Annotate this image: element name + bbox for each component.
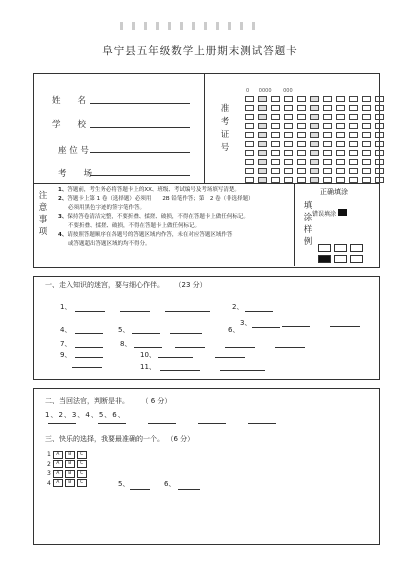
exam-id-bubble[interactable]	[375, 168, 384, 174]
exam-id-bubble[interactable]	[271, 123, 280, 129]
exam-id-bubble[interactable]	[349, 141, 358, 147]
option-b[interactable]: B	[65, 470, 75, 478]
exam-id-bubble[interactable]	[336, 114, 345, 120]
notes-char: 项	[38, 227, 48, 237]
exam-id-bubble[interactable]	[284, 105, 293, 111]
exam-id-char: 准	[220, 104, 230, 114]
exam-id-bubble[interactable]	[349, 177, 358, 183]
s1-answer-line[interactable]	[165, 311, 210, 312]
exam-id-bubble[interactable]	[375, 132, 384, 138]
exam-id-bubble[interactable]	[271, 96, 280, 102]
fill-sample-label	[303, 200, 313, 248]
exam-id-bubble[interactable]	[362, 150, 371, 156]
exam-id-bubble[interactable]	[245, 177, 254, 183]
exam-id-bubble[interactable]	[310, 177, 319, 183]
exam-id-bubble[interactable]	[336, 177, 345, 183]
option-b[interactable]: B	[65, 479, 75, 487]
s1-answer-line[interactable]	[215, 357, 245, 358]
exam-id-bubble[interactable]	[375, 141, 384, 147]
exam-id-bubble[interactable]	[258, 96, 267, 102]
exam-id-bubble[interactable]	[258, 123, 267, 129]
notes-char: 注	[38, 191, 48, 201]
exam-id-bubble[interactable]	[284, 177, 293, 183]
notes-list	[58, 186, 290, 249]
name-field[interactable]	[90, 103, 190, 104]
s1-item-2: 2、	[232, 303, 244, 311]
exam-id-bubble[interactable]	[349, 123, 358, 129]
exam-id-bubble[interactable]	[258, 114, 267, 120]
s2-answer-line[interactable]	[248, 423, 276, 424]
exam-id-bubble[interactable]	[284, 132, 293, 138]
exam-id-bubble[interactable]	[284, 159, 293, 165]
exam-id-bubble[interactable]	[323, 105, 332, 111]
exam-id-bubble[interactable]	[258, 105, 267, 111]
exam-id-bubble[interactable]	[245, 96, 254, 102]
s1-answer-line[interactable]	[75, 347, 103, 348]
exam-id-bubble[interactable]	[310, 114, 319, 120]
exam-id-bubble[interactable]	[284, 150, 293, 156]
s1-answer-line[interactable]	[282, 326, 310, 327]
exam-id-bubble[interactable]	[245, 159, 254, 165]
exam-id-bubble[interactable]	[336, 168, 345, 174]
exam-id-bubble[interactable]	[323, 141, 332, 147]
s3-answer-line[interactable]	[178, 489, 200, 490]
exam-id-bubble[interactable]	[375, 114, 384, 120]
exam-id-header	[246, 88, 293, 94]
section3-title: 三、快乐的选择，我要最准确的一个。 （6 分）	[45, 435, 195, 443]
school-field[interactable]	[90, 127, 190, 128]
exam-id-bubble[interactable]	[284, 141, 293, 147]
exam-id-bubble[interactable]	[323, 159, 332, 165]
exam-id-bubble[interactable]	[310, 168, 319, 174]
exam-id-bubble[interactable]	[323, 132, 332, 138]
s2-answer-line[interactable]	[48, 423, 76, 424]
s1-answer-line[interactable]	[170, 333, 202, 334]
exam-id-bubble[interactable]	[258, 177, 267, 183]
exam-id-bubble[interactable]	[336, 96, 345, 102]
exam-id-bubble[interactable]	[258, 150, 267, 156]
exam-id-bubble[interactable]	[362, 168, 371, 174]
exam-id-char: 考	[220, 117, 230, 127]
exam-id-bubble[interactable]	[336, 150, 345, 156]
s2-answer-line[interactable]	[198, 423, 226, 424]
exam-id-bubble[interactable]	[323, 123, 332, 129]
exam-id-bubble[interactable]	[245, 168, 254, 174]
exam-id-bubble[interactable]	[323, 168, 332, 174]
s1-answer-line[interactable]	[72, 367, 102, 368]
section2-items: 1、2、3、4、5、6、	[45, 411, 126, 419]
option-a[interactable]: A	[53, 479, 63, 487]
exam-id-bubble[interactable]	[349, 132, 358, 138]
s1-item-7: 7、	[60, 340, 72, 348]
s1-answer-line[interactable]	[225, 347, 255, 348]
s1-item-5: 5、	[118, 326, 130, 334]
exam-id-bubble[interactable]	[245, 123, 254, 129]
exam-id-bubble[interactable]	[362, 96, 371, 102]
s1-answer-line[interactable]	[132, 333, 160, 334]
sample-box-filled	[318, 255, 331, 263]
exam-id-char: 号	[220, 143, 230, 153]
sample-divider-vertical	[294, 183, 295, 266]
exam-id-bubble[interactable]	[297, 123, 306, 129]
exam-id-bubble[interactable]	[297, 150, 306, 156]
seat-field[interactable]	[90, 152, 190, 153]
exam-id-bubble[interactable]	[310, 105, 319, 111]
wrong-fill-label: 错误填涂	[312, 209, 347, 218]
exam-id-bubble[interactable]	[375, 159, 384, 165]
option-c[interactable]: C	[77, 470, 87, 478]
wrong-fill-samples-row2	[318, 248, 366, 267]
exam-id-char: 证	[220, 130, 230, 140]
exam-id-bubble[interactable]	[245, 114, 254, 120]
exam-id-bubble[interactable]	[258, 168, 267, 174]
choice-row: 3 A B C	[47, 469, 89, 479]
exam-id-bubble[interactable]	[323, 96, 332, 102]
s1-answer-line[interactable]	[175, 347, 205, 348]
sample-box	[350, 255, 363, 263]
s1-answer-line[interactable]	[245, 311, 273, 312]
exam-id-bubble[interactable]	[310, 96, 319, 102]
s3-answer-line[interactable]	[130, 489, 150, 490]
correct-fill-mark	[338, 209, 347, 216]
exam-id-bubble[interactable]	[245, 105, 254, 111]
exam-id-bubble[interactable]	[362, 114, 371, 120]
s1-answer-line[interactable]	[120, 311, 150, 312]
s1-answer-line[interactable]	[75, 357, 103, 358]
exam-id-bubble[interactable]	[375, 177, 384, 183]
exam-id-bubble[interactable]	[349, 150, 358, 156]
s1-item-10: 10、	[140, 351, 156, 359]
exam-id-bubble[interactable]	[245, 150, 254, 156]
exam-id-bubble[interactable]	[297, 159, 306, 165]
exam-id-header-col: 0	[246, 88, 250, 94]
s1-item-9: 9、	[60, 351, 72, 359]
s2-answer-line[interactable]	[148, 423, 176, 424]
note-item: 2、答题卡上第 1 卷（选择题）必须用 2B 铅笔作答；第 2 卷（非选择题）	[58, 196, 254, 202]
exam-id-bubble[interactable]	[375, 96, 384, 102]
notes-label	[38, 190, 48, 238]
choice-row: 2 A B C	[47, 460, 89, 470]
exam-id-bubble[interactable]	[310, 123, 319, 129]
option-b[interactable]: B	[65, 451, 75, 459]
exam-id-bubble[interactable]	[284, 114, 293, 120]
s2-answer-line[interactable]	[98, 423, 126, 424]
top-alignment-marks	[120, 22, 280, 30]
exam-id-grid	[245, 96, 385, 186]
note-item: 4、请按照答题顺序在各题号的答题区域内作答，未在对应答题区域作答	[58, 232, 233, 238]
note-item: 3、保持答卷清洁完整，不要折叠、揉搓、破损，不得在答题卡上做任何标记。	[58, 214, 249, 220]
exam-id-bubble[interactable]	[271, 132, 280, 138]
exam-id-bubble[interactable]	[271, 150, 280, 156]
exam-id-bubble[interactable]	[323, 114, 332, 120]
exam-id-bubble[interactable]	[297, 105, 306, 111]
exam-id-bubble[interactable]	[297, 141, 306, 147]
s1-answer-line[interactable]	[160, 370, 200, 371]
exam-id-bubble[interactable]	[271, 141, 280, 147]
exam-id-bubble[interactable]	[310, 159, 319, 165]
s1-item-8: 8、	[120, 340, 132, 348]
fill-sample-char: 涂	[303, 213, 313, 223]
section2-title: 二、当回法官，判断是非。 （ 6 分）	[45, 397, 172, 405]
exam-id-bubble[interactable]	[258, 141, 267, 147]
exam-id-bubble[interactable]	[362, 105, 371, 111]
s1-answer-line[interactable]	[330, 326, 360, 327]
fill-sample-char: 填	[303, 201, 313, 211]
choice-row: 4 A B C	[47, 479, 89, 489]
notes-char: 意	[38, 203, 48, 213]
exam-id-bubble[interactable]	[375, 150, 384, 156]
choice-row: 1 A B C	[47, 450, 89, 460]
exam-id-bubble[interactable]	[323, 150, 332, 156]
exam-id-bubble[interactable]	[362, 177, 371, 183]
exam-id-bubble[interactable]	[362, 132, 371, 138]
s3-item-6: 6、	[164, 480, 176, 488]
s1-answer-line[interactable]	[75, 311, 105, 312]
exam-id-bubble[interactable]	[297, 114, 306, 120]
note-item: 必须用黑色字迹的签字笔作答。	[68, 205, 146, 211]
s1-answer-line[interactable]	[158, 357, 193, 358]
exam-id-bubble[interactable]	[310, 150, 319, 156]
page-title: 阜宁县五年级数学上册期末测试答题卡	[102, 45, 298, 57]
exam-id-bubble[interactable]	[245, 132, 254, 138]
s1-answer-line[interactable]	[134, 347, 162, 348]
s1-item-3: 3、	[240, 319, 252, 327]
exam-id-bubble[interactable]	[271, 168, 280, 174]
exam-id-bubble[interactable]	[310, 132, 319, 138]
exam-id-bubble[interactable]	[336, 132, 345, 138]
exam-id-bubble[interactable]	[362, 123, 371, 129]
exam-id-bubble[interactable]	[297, 177, 306, 183]
exam-id-bubble[interactable]	[271, 114, 280, 120]
option-c[interactable]: C	[77, 460, 87, 468]
exam-id-bubble[interactable]	[271, 159, 280, 165]
option-c[interactable]: C	[77, 451, 87, 459]
section1-box	[33, 276, 380, 380]
option-b[interactable]: B	[65, 460, 75, 468]
s1-answer-line[interactable]	[75, 333, 103, 334]
s1-item-1: 1、	[60, 303, 72, 311]
exam-id-bubble[interactable]	[336, 123, 345, 129]
exam-id-bubble[interactable]	[271, 105, 280, 111]
exam-id-bubble[interactable]	[375, 105, 384, 111]
exam-id-bubble[interactable]	[336, 105, 345, 111]
s1-answer-line[interactable]	[252, 327, 280, 328]
option-a[interactable]: A	[53, 460, 63, 468]
s1-answer-line[interactable]	[275, 347, 305, 348]
exam-id-bubble[interactable]	[245, 141, 254, 147]
room-field[interactable]	[90, 175, 190, 176]
exam-id-bubble[interactable]	[258, 132, 267, 138]
name-label: 姓 名	[52, 96, 87, 106]
option-a[interactable]: A	[53, 451, 63, 459]
note-item: 或答题超出答题区域的均不得分。	[68, 241, 151, 247]
exam-id-bubble[interactable]	[323, 177, 332, 183]
exam-id-bubble[interactable]	[297, 168, 306, 174]
exam-id-bubble[interactable]	[297, 132, 306, 138]
sample-box	[334, 255, 347, 263]
exam-id-bubble[interactable]	[375, 123, 384, 129]
exam-id-label	[220, 103, 230, 155]
s1-answer-line[interactable]	[220, 370, 265, 371]
section3-choices	[47, 450, 89, 488]
fill-sample-title: 正确填涂	[320, 188, 348, 196]
exam-id-header-col: 0000	[258, 88, 272, 94]
exam-id-bubble[interactable]	[310, 141, 319, 147]
room-label: 考 场	[58, 169, 93, 179]
notes-char: 事	[38, 215, 48, 225]
fill-sample-char: 样	[303, 225, 313, 235]
exam-id-bubble[interactable]	[297, 96, 306, 102]
option-a[interactable]: A	[53, 470, 63, 478]
exam-id-bubble[interactable]	[349, 114, 358, 120]
exam-id-bubble[interactable]	[362, 159, 371, 165]
note-item: 不要折叠、揉搓、破损，不得在答题卡上做任何标记。	[68, 223, 201, 229]
exam-id-bubble[interactable]	[336, 159, 345, 165]
s1-item-11: 11、	[140, 363, 156, 371]
exam-id-bubble[interactable]	[336, 141, 345, 147]
s1-item-6: 6、	[228, 326, 240, 334]
exam-id-bubble[interactable]	[349, 105, 358, 111]
exam-id-bubble[interactable]	[258, 159, 267, 165]
exam-id-bubble[interactable]	[349, 168, 358, 174]
exam-id-header-col: 000	[283, 88, 293, 94]
exam-id-bubble[interactable]	[271, 177, 280, 183]
exam-id-bubble[interactable]	[362, 141, 371, 147]
s1-item-4: 4、	[60, 326, 72, 334]
school-label: 学 校	[52, 120, 87, 130]
seat-label: 座 位 号	[58, 146, 89, 156]
exam-id-bubble[interactable]	[349, 96, 358, 102]
exam-id-bubble[interactable]	[349, 159, 358, 165]
s3-item-5: 5、	[118, 480, 130, 488]
section1-title: 一、走入知识的迷宫，要与细心作伴。 （23 分）	[45, 281, 207, 289]
exam-id-bubble[interactable]	[284, 168, 293, 174]
exam-id-bubble[interactable]	[284, 96, 293, 102]
exam-id-bubble[interactable]	[284, 123, 293, 129]
info-divider-vertical	[204, 73, 205, 183]
option-c[interactable]: C	[77, 479, 87, 487]
note-item: 1、答题前，考生务必将答题卡上的XX、班级、考试编号及考场填写清楚。	[58, 187, 240, 193]
fill-sample-char: 例	[303, 237, 313, 247]
